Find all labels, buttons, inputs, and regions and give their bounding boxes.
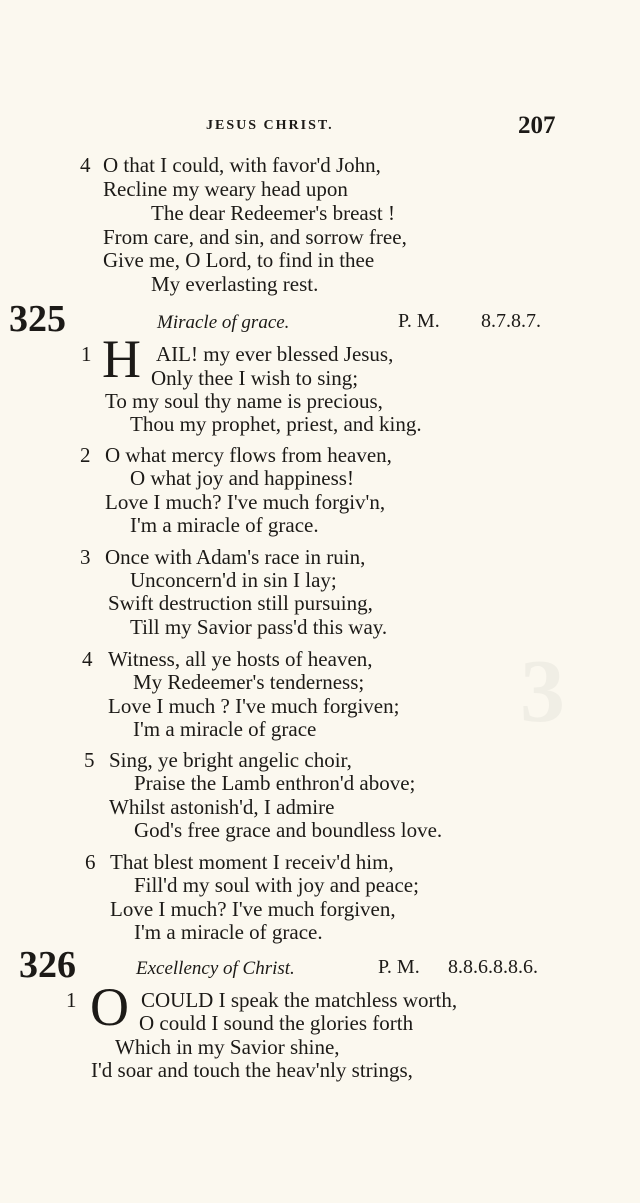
verse-line: Give me, O Lord, to find in thee <box>103 248 375 272</box>
verse-line: I'm a miracle of grace. <box>134 920 323 944</box>
verse-line: Whilst astonish'd, I admire <box>109 795 335 819</box>
verse-line: God's free grace and boundless love. <box>134 818 443 842</box>
running-title: JESUS CHRIST. <box>206 118 334 133</box>
verse-line: Once with Adam's race in ruin, <box>105 545 366 569</box>
verse-line: My everlasting rest. <box>151 272 319 296</box>
verse-line: COULD I speak the matchless worth, <box>141 988 458 1012</box>
verse-line: Sing, ye bright angelic choir, <box>109 748 352 772</box>
verse-line: I'd soar and touch the heav'nly strings, <box>91 1058 413 1082</box>
verse-number: 5 <box>84 748 95 772</box>
verse-line: O that I could, with favor'd John, <box>103 153 381 177</box>
hymn-number: 325 <box>9 298 66 340</box>
verse-line: Which in my Savior shine, <box>115 1035 340 1059</box>
verse-line: Witness, all ye hosts of heaven, <box>108 647 373 671</box>
verse-line: Praise the Lamb enthron'd above; <box>134 771 416 795</box>
verse-number: 1 <box>81 342 92 366</box>
verse-number: 6 <box>85 850 96 874</box>
meter: 8.7.8.7. <box>481 310 541 332</box>
verse-line: My Redeemer's tenderness; <box>133 670 365 694</box>
verse-line: From care, and sin, and sorrow free, <box>103 225 407 249</box>
verse-line: Unconcern'd in sin I lay; <box>130 568 337 592</box>
hymn-title: Excellency of Christ. <box>136 958 295 979</box>
drop-cap: O <box>90 977 129 1037</box>
verse-number: 2 <box>80 443 91 467</box>
verse-line: Fill'd my soul with joy and peace; <box>134 873 419 897</box>
verse-line: O could I sound the glories forth <box>139 1011 414 1035</box>
verse-line: Thou my prophet, priest, and king. <box>130 412 422 436</box>
meter-label: P. M. <box>398 310 440 332</box>
hymn-title: Miracle of grace. <box>157 312 290 333</box>
meter-label: P. M. <box>378 956 420 978</box>
verse-line: O what mercy flows from heaven, <box>105 443 392 467</box>
verse-number: 4 <box>82 647 93 671</box>
verse-number: 1 <box>66 988 77 1012</box>
verse-line: To my soul thy name is precious, <box>105 389 383 413</box>
verse-line: Love I much? I've much forgiv'n, <box>105 490 386 514</box>
drop-cap: H <box>102 329 141 389</box>
bleed-through-mark: 3 <box>520 642 565 741</box>
verse-line: That blest moment I receiv'd him, <box>110 850 394 874</box>
hymn-number: 326 <box>19 944 76 986</box>
verse-line: Recline my weary head upon <box>103 177 348 201</box>
verse-line: I'm a miracle of grace. <box>130 513 319 537</box>
verse-number: 4 <box>80 153 91 177</box>
meter: 8.8.6.8.8.6. <box>448 956 538 978</box>
verse-line: Till my Savior pass'd this way. <box>130 615 388 639</box>
verse-line: Swift destruction still pursuing, <box>108 591 373 615</box>
verse-line: Only thee I wish to sing; <box>151 366 359 390</box>
verse-line: The dear Redeemer's breast ! <box>151 201 395 225</box>
verse-line: O what joy and happiness! <box>130 466 354 490</box>
verse-line: AIL! my ever blessed Jesus, <box>156 342 394 366</box>
page-number: 207 <box>518 112 556 139</box>
verse-line: I'm a miracle of grace <box>133 717 317 741</box>
verse-line: Love I much ? I've much forgiven; <box>108 694 400 718</box>
verse-number: 3 <box>80 545 91 569</box>
verse-line: Love I much? I've much forgiven, <box>110 897 396 921</box>
